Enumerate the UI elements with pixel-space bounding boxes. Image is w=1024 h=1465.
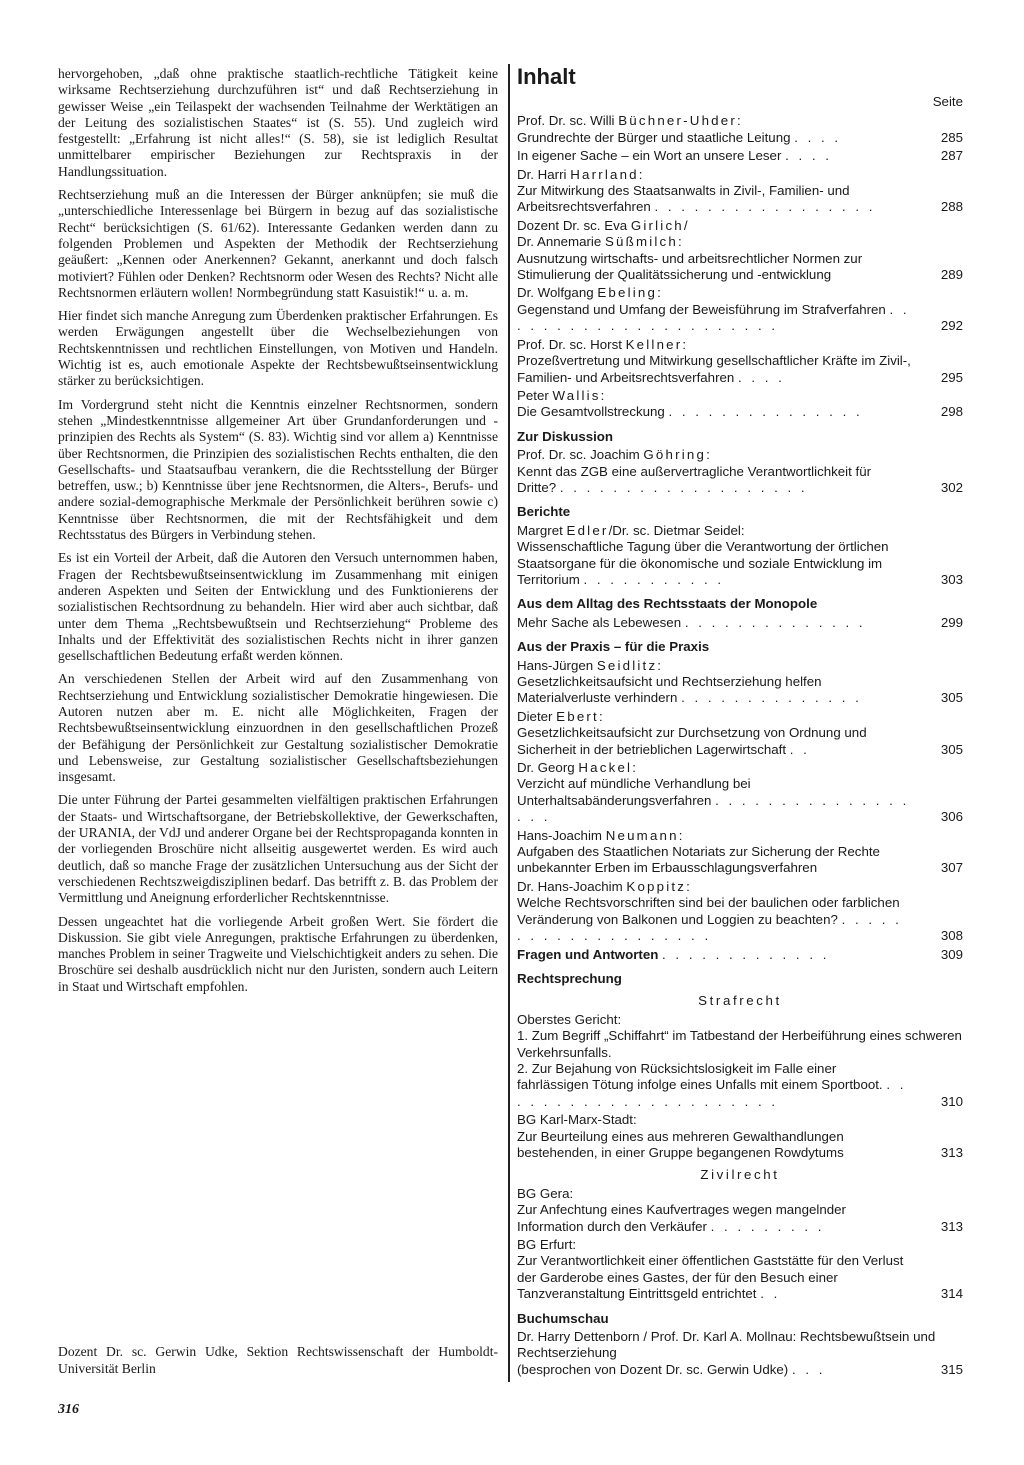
toc-author bbox=[517, 218, 963, 234]
toc-entry[interactable] bbox=[517, 539, 963, 588]
author-signature: Dozent Dr. sc. Gerwin Udke, Sektion Rechtswissenschaft der Humboldt-Universität Berlin bbox=[58, 1344, 498, 1376]
toc-author-suffix: : bbox=[678, 827, 683, 843]
toc-author bbox=[517, 447, 963, 463]
toc-author-suffix: : bbox=[682, 336, 687, 352]
toc-page-number: 289 bbox=[940, 267, 963, 283]
toc-entry-title: Wissenschaftliche Tagung über die Verantwortung der örtlichen Staatsorgane für die ökonomische und soziale Entwicklung im Territorium bbox=[517, 539, 889, 587]
toc-author-name: Ebeling bbox=[597, 285, 658, 301]
toc-entry-title: Kennt das ZGB eine außervertragliche Verantwortlichkeit für Dritte? bbox=[517, 463, 872, 495]
toc-author-prefix: Margret bbox=[517, 522, 567, 538]
toc-page-number: 310 bbox=[940, 1093, 963, 1109]
toc-author-name: Koppitz bbox=[626, 878, 687, 894]
toc-entry-title: Ausnutzung wirtschafts- und arbeitsrechtlicher Normen zur Stimulierung der Qualitätssicherung und -entwicklung bbox=[517, 250, 863, 283]
toc-section-heading: Aus der Praxis – für die Praxis bbox=[517, 639, 710, 655]
toc-entry-title: Grundrechte der Bürger und staatliche Leitung bbox=[517, 129, 791, 145]
toc-author bbox=[517, 523, 963, 539]
article-paragraph: hervorgehoben, „daß ohne praktische staatlich-rechtliche Tätigkeit keine wirksame Rechtserziehung durchzuführen ist“ und daß Rechtserziehung in gewisser Weise „ein Teilaspekt der wachsenden Teilnahme der Werktätigen an der Leitung des sozialistischen Staates“ ist (S. 55). Und zugleich wird festgestellt: „Erfahrung ist nicht alles!“ (S. 58), sie ist lediglich Resultat unmittelbarer empirischer Beziehungen zur Rechtspraxis in der Handlungssituation. bbox=[58, 66, 498, 179]
toc-line: BG Karl-Marx-Stadt: bbox=[517, 1112, 637, 1128]
toc-author-name: Ebert bbox=[556, 708, 599, 724]
toc-line: BG Gera: bbox=[517, 1185, 574, 1201]
toc-entry[interactable] bbox=[517, 183, 963, 216]
toc-leader-dots: . . bbox=[789, 741, 810, 757]
toc-entry-title: Die Gesamtvollstreckung bbox=[517, 404, 665, 420]
toc-entry[interactable] bbox=[517, 464, 963, 497]
toc-author-prefix: Hans-Jürgen bbox=[517, 657, 597, 673]
toc-entry[interactable] bbox=[517, 404, 963, 420]
toc-line: Dr. Harry Dettenborn / Prof. Dr. Karl A. Mollnau: Rechtsbewußtsein und Rechtserziehung bbox=[517, 1329, 936, 1361]
toc-entry-title: Welche Rechtsvorschriften sind bei der baulichen oder farblichen Veränderung von Balkonen und Loggien zu beachten? bbox=[517, 895, 900, 927]
toc-section-heading: Aus dem Alltag des Rechtsstaats der Monopole bbox=[517, 596, 818, 612]
toc-entry-title: Zur Verantwortlichkeit einer öffentlichen Gaststätte für den Verlust der Garderobe eines Gastes, der für den Besuch einer Tanzveranstaltung Eintrittsgeld entrichtet bbox=[517, 1253, 904, 1302]
article-paragraph: An verschiedenen Stellen der Arbeit wird auf den Zusammenhang von Rechtserziehung und Entwicklung sozialistischer Demokratie hingewiesen. Die Autoren nutzen aber m. E. nicht alle Möglichkeiten, Fragen der Rechtsbewußtseinsentwicklung einzuordnen in den gesellschaftlichen Prozeß der Befähigung der Persönlichkeit zur Gestaltung sozialistischer Demokratie und Lebensweise, zur Gestaltung sozialistischer Gesellschaftsbeziehungen insgesamt. bbox=[58, 671, 498, 785]
toc-author-suffix: : bbox=[598, 708, 603, 724]
toc-entry[interactable] bbox=[517, 615, 963, 631]
toc-page-number: 299 bbox=[940, 614, 963, 630]
article-paragraph: Es ist ein Vorteil der Arbeit, daß die Autoren den Versuch unternommen haben, Fragen der Rechtsbewußtseinsentwicklung im Zusammenhang mit einigen anderen Aspekten und Seiten der Entwicklung und des Funktionierens der sozialistischen Rechtsordnung zu behandeln. Hier wird aber auch sichtbar, daß unter dem Thema „Rechtsbewußtsein und Rechtserziehung“ Probleme des Inhalts und der Effektivität des sozialistischen Rechts nicht in ihrer ganzen gesellschaftlichen Bedeutung erfaßt werden können. bbox=[58, 550, 498, 664]
toc-author bbox=[517, 760, 963, 776]
toc-author-suffix: : bbox=[638, 166, 643, 182]
toc-leader-dots: . . . . . . . . . . . . . . . . . . . . . . bbox=[517, 301, 910, 334]
toc-page-number: 315 bbox=[940, 1361, 963, 1377]
toc-leader-dots: . . bbox=[760, 1286, 781, 1302]
toc-entry-title: Zur Beurteilung eines aus mehreren Gewalthandlungen bestehenden, in einer Gruppe begangenen Rowdytums bbox=[517, 1128, 844, 1160]
toc-entry[interactable] bbox=[517, 674, 963, 707]
toc-author-prefix: Dozent Dr. sc. Eva bbox=[517, 217, 631, 233]
table-of-contents bbox=[517, 64, 963, 1380]
toc-author bbox=[517, 879, 963, 895]
toc-page-number: 303 bbox=[940, 571, 963, 587]
toc-entry[interactable] bbox=[517, 130, 963, 146]
toc-author bbox=[517, 337, 963, 353]
column-divider bbox=[508, 64, 510, 1382]
toc-entry-title: Zur Anfechtung eines Kaufvertrages wegen mangelnder Information durch den Verkäufer bbox=[517, 1202, 846, 1234]
toc-entry-title: Aufgaben des Staatlichen Notariats zur Sicherung der Rechte unbekannter Erben im Erbausschlagungsverfahren bbox=[517, 844, 880, 876]
toc-author-prefix: Dr. Annemarie bbox=[517, 234, 605, 250]
toc-entry[interactable] bbox=[517, 353, 963, 386]
toc-section-heading: Buchumschau bbox=[517, 1310, 609, 1326]
toc-author-name: Girlich bbox=[630, 217, 684, 233]
toc-author-name: Büchner-Uhder bbox=[618, 113, 737, 129]
toc-author-suffix: : bbox=[657, 657, 661, 673]
toc-page-number: 307 bbox=[940, 860, 963, 876]
toc-entry[interactable] bbox=[517, 1253, 963, 1302]
toc-author bbox=[517, 828, 963, 844]
toc-page-number: 302 bbox=[940, 479, 963, 495]
article-paragraph: Dessen ungeachtet hat die vorliegende Arbeit großen Wert. Sie fördert die Diskussion. Sie gibt viele Anregungen, praktische Erfahrungen zu überdenken, manches Problem in seiner Tragweite und Vielschichtigkeit anders zu sehen. Die Broschüre sei deshalb ausdrücklich nicht nur den Juristen, sondern auch Leitern in Staat und Wirtschaft empfohlen. bbox=[58, 913, 498, 994]
toc-entry[interactable] bbox=[517, 776, 963, 825]
toc-section-heading: Rechtsprechung bbox=[517, 970, 622, 986]
toc-page-number: 313 bbox=[940, 1218, 963, 1234]
toc-subject-heading: Strafrecht bbox=[698, 993, 782, 1009]
toc-author-name: Edler bbox=[566, 522, 609, 538]
toc-author bbox=[517, 234, 963, 250]
toc-entry-title: 2. Zur Bejahung von Rücksichtslosigkeit im Falle einer fahrlässigen Tötung infolge eines Unfalls mit einem Sportboot. bbox=[517, 1060, 883, 1093]
toc-author-suffix: / bbox=[683, 217, 688, 233]
toc-author bbox=[517, 285, 963, 301]
toc-entry-title: Fragen und Antworten bbox=[517, 946, 659, 962]
article-paragraph: Hier findet sich manche Anregung zum Überdenken praktischer Erfahrungen. Es werden Erwägungen angestellt über die Wechselbeziehungen von Rechtskenntnissen und rechtlichen Einstellungen, von Motiven und Handeln. Wichtig ist es, auch emotionale Aspekte der Rechtsbewußtseinsentwicklung stärker zu berücksichtigen. bbox=[58, 308, 498, 389]
toc-author-suffix: : bbox=[600, 387, 605, 403]
toc-page-number: 287 bbox=[940, 148, 963, 164]
toc-author-name: Süßmilch bbox=[604, 234, 678, 250]
page-number: 316 bbox=[58, 1402, 79, 1417]
toc-line: Oberstes Gericht: bbox=[517, 1011, 622, 1027]
toc-leader-dots: . . . . . . . . . . . . . . . . . . . . . . bbox=[517, 1077, 907, 1109]
article-body bbox=[58, 66, 498, 1002]
toc-subject-heading: Zivilrecht bbox=[700, 1167, 780, 1183]
toc-author-suffix: : bbox=[706, 447, 710, 463]
toc-author bbox=[517, 388, 963, 404]
toc-author-name: Göhring bbox=[643, 447, 707, 463]
article-paragraph: Rechtserziehung muß an die Interessen der Bürger anknüpfen; sie muß die „unterschiedliche Interessenlage bei Bürgern in bezug auf das sozialistische Recht“ berücksichtigen (S. 61/62). Interessante Gedanken werden dann zu folgenden Problemen und Aspekten der Methodik der Rechtserziehung geäußert: „Kennen oder Anerkennen? Gekannt, anerkannt und doch falsch motiviert? Fühlen oder Denken? Rechtsnorm oder Wesen des Rechts? Nicht alle Rechtsnormen erläutern wollen! Normbegründung statt Kasuistik!“ u. a. m. bbox=[58, 187, 498, 300]
toc-leader-dots: . . . . . . . . . . . . . . . . . . bbox=[517, 792, 910, 825]
article-paragraph: Die unter Führung der Partei gesammelten vielfältigen praktischen Erfahrungen der Staats- und Wirtschaftsorgane, der Betriebskollektive, der Gewerkschaften, der URANIA, der VdJ und anderer Organe bei der Rechtspropaganda konnten in der vorliegenden Broschüre nicht allseitig ausgewertet werden. Es wird auch deutlich, daß so manche Frage der zusätzlichen Untersuchung aus der Sicht der verschiedenen Rechtszweigdisziplinen bedarf. Das betrifft z. B. das Problem der Vermittlung und Aneignung erforderlicher Rechtskenntnisse. bbox=[58, 792, 498, 906]
toc-page-number: 298 bbox=[940, 404, 963, 420]
toc-author-name: Harrland bbox=[570, 166, 639, 182]
toc-author-prefix: Dr. Harri bbox=[517, 166, 571, 182]
toc-author bbox=[517, 658, 963, 674]
toc-author-prefix: Prof. Dr. sc. Joachim bbox=[517, 447, 644, 463]
toc-author-suffix: : bbox=[632, 760, 636, 776]
toc-author-suffix: : bbox=[657, 285, 661, 301]
toc-entry-title: Prozeßvertretung und Mitwirkung gesellschaftlicher Kräfte im Zivil-, Familien- und Arbeitsrechtsverfahren bbox=[517, 353, 911, 385]
toc-entry-title: Gesetzlichkeitsaufsicht zur Durchsetzung von Ordnung und Sicherheit in der betrieblichen Lagerwirtschaft bbox=[517, 725, 867, 757]
toc-author-prefix: Prof. Dr. sc. Horst bbox=[517, 336, 626, 352]
toc-page-number: 306 bbox=[940, 809, 963, 825]
toc-leader-dots: . . . . . . . . . . . . . bbox=[662, 946, 830, 962]
toc-page-number: 313 bbox=[940, 1144, 963, 1160]
toc-entry[interactable] bbox=[517, 302, 963, 335]
toc-leader-dots: . . . . bbox=[738, 369, 785, 385]
toc-author-name: Seidlitz bbox=[596, 657, 658, 673]
article-paragraph: Im Vordergrund steht nicht die Kenntnis einzelner Rechtsnormen, sondern stehen „Mindestkenntnisse allgemeiner Art über Grundanforderungen und -prinzipien des Rechts als System“ (S. 83). Wichtig sind vor allem a) Kenntnisse über Rechtsnormen, die Prinzipien des sozialistischen Rechts enthalten, die den Gesellschafts- und Staatsaufbau verankern, die die Rechtsstellung der Bürger betreffen, usw.; b) Kenntnisse über jene Rechtsnormen, die Alters-, Berufs- und andere sozial-demographische Merkmale der Persönlichkeit berühren sowie c) Kenntnisse über Rechtsnormen, die mit der Rechtsfähigkeit und dem Rechtsstatus des Bürgers in Verbindung stehen. bbox=[58, 396, 498, 543]
toc-page-number: 305 bbox=[940, 690, 963, 706]
toc-entry-title: Mehr Sache als Lebewesen bbox=[517, 614, 682, 630]
toc-page-number: 288 bbox=[940, 199, 963, 215]
toc-entry[interactable] bbox=[517, 844, 963, 877]
toc-page-number: 305 bbox=[940, 741, 963, 757]
toc-entry[interactable] bbox=[517, 148, 963, 164]
toc-author-name: Neumann bbox=[605, 827, 679, 843]
toc-entry-title: Gegenstand und Umfang der Beweisführung im Strafverfahren bbox=[517, 301, 886, 317]
toc-entry[interactable] bbox=[517, 895, 963, 944]
toc-entry[interactable] bbox=[517, 251, 963, 284]
toc-leader-dots: . . . . bbox=[794, 129, 842, 145]
toc-line: BG Erfurt: bbox=[517, 1237, 577, 1252]
toc-author-name: Hackel bbox=[578, 760, 633, 776]
toc-leader-dots: . . . . . . . . . . . . . . . . . . . bbox=[559, 479, 808, 495]
toc-entry[interactable] bbox=[517, 1202, 963, 1235]
toc-author-suffix: /Dr. sc. Dietmar Seidel: bbox=[608, 522, 745, 538]
toc-leader-dots: . . . . . . . . . . . . . . . . . . . . bbox=[517, 911, 902, 944]
toc-author-prefix: Prof. Dr. sc. Willi bbox=[517, 113, 619, 129]
toc-entry-title: (besprochen von Dozent Dr. sc. Gerwin Udke) bbox=[517, 1361, 789, 1377]
toc-page-number: 295 bbox=[940, 369, 963, 385]
toc-author-prefix: Hans-Joachim bbox=[517, 827, 606, 843]
toc-leader-dots: . . . . . . . . . . . . . . bbox=[684, 614, 866, 630]
toc-entry-title: Zur Mitwirkung des Staatsanwalts in Zivil-, Familien- und Arbeitsrechtsverfahren bbox=[517, 183, 850, 215]
toc-leader-dots: . . . . . . . . . . . . . . bbox=[681, 690, 862, 706]
toc-author-name: Wallis bbox=[552, 387, 601, 403]
toc-leader-dots: . . . bbox=[791, 1361, 826, 1377]
toc-entry[interactable] bbox=[517, 1061, 963, 1110]
toc-list bbox=[517, 113, 963, 1378]
toc-author bbox=[517, 167, 963, 183]
toc-entry[interactable] bbox=[517, 725, 963, 758]
toc-author-prefix: Dr. Georg bbox=[517, 760, 579, 776]
toc-author bbox=[517, 709, 963, 725]
toc-leader-dots: . . . . . . . . . . . . . . . bbox=[668, 404, 863, 420]
toc-author-prefix: Dieter bbox=[517, 708, 557, 724]
toc-page-number: 309 bbox=[940, 946, 963, 962]
toc-entry[interactable] bbox=[517, 1129, 963, 1162]
toc-entry-title: Gesetzlichkeitsaufsicht und Rechtserziehung helfen Materialverluste verhindern bbox=[517, 674, 822, 706]
toc-page-number: 314 bbox=[940, 1286, 963, 1302]
toc-author-suffix: : bbox=[737, 113, 741, 129]
toc-leader-dots: . . . . . . . . . . . bbox=[583, 571, 725, 587]
toc-author-prefix: Peter bbox=[517, 387, 553, 403]
toc-entry-title: Verzicht auf mündliche Verhandlung bei Unterhaltsabänderungsverfahren bbox=[517, 776, 751, 808]
toc-section-heading: Berichte bbox=[517, 504, 571, 520]
toc-leader-dots: . . . . . . . . . . . . . . . . . bbox=[654, 199, 876, 215]
toc-author bbox=[517, 113, 963, 129]
toc-author-prefix: Dr. Hans-Joachim bbox=[517, 878, 627, 894]
toc-page-number: 285 bbox=[940, 129, 963, 145]
toc-page-number: 308 bbox=[940, 928, 963, 944]
toc-leader-dots: . . . . . . . . . bbox=[710, 1218, 825, 1234]
toc-section-heading: Zur Diskussion bbox=[517, 428, 614, 444]
toc-line: 1. Zum Begriff „Schiffahrt“ im Tatbestand der Herbeiführung eines schweren Verkehrsunfalls. bbox=[517, 1028, 962, 1060]
toc-title: Inhalt bbox=[517, 64, 576, 89]
toc-author-suffix: : bbox=[677, 234, 682, 250]
toc-entry[interactable] bbox=[517, 1362, 963, 1378]
toc-entry-title: In eigener Sache – ein Wort an unsere Leser bbox=[517, 148, 782, 164]
toc-author-prefix: Dr. Wolfgang bbox=[517, 285, 598, 301]
toc-author-name: Kellner bbox=[625, 336, 683, 352]
toc-entry[interactable] bbox=[517, 947, 963, 963]
toc-page-label: Seite bbox=[932, 94, 963, 109]
toc-leader-dots: . . . . bbox=[785, 148, 832, 164]
toc-author-suffix: : bbox=[686, 878, 690, 894]
toc-page-number: 292 bbox=[940, 318, 963, 334]
